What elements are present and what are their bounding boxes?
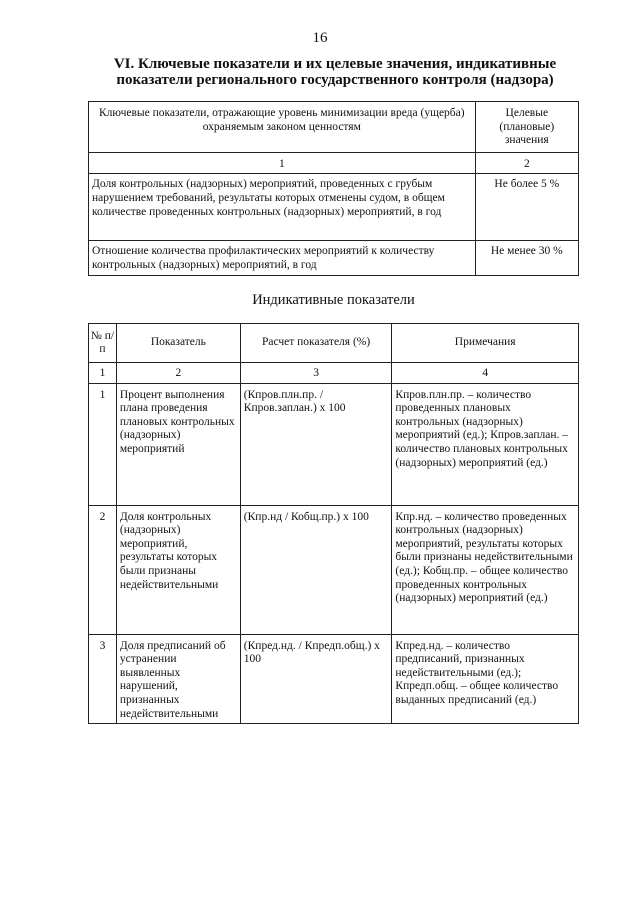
table-row <box>89 634 579 724</box>
header-num: № п/п <box>89 324 117 363</box>
table-row <box>89 383 579 505</box>
row-indicator: Доля предписаний об устранении выявленных нарушений, признанных недействительными <box>116 634 240 724</box>
row-notes: Кпр.нд. – количество проведенных контрольных (надзорных) мероприятий, результаты которых были признаны недействительными (ед.); Кобщ.пр. – общее количество проведенных контрольных (надзорных) мероприятий (ед.) <box>392 505 579 634</box>
row-indicator: Процент выполнения плана проведения плановых контрольных (надзорных) мероприятий <box>116 383 240 505</box>
indicative-indicators-table <box>88 323 579 724</box>
table-row <box>89 241 579 276</box>
colnum-3: 3 <box>240 363 392 384</box>
indicative-title: Индикативные показатели <box>252 292 415 308</box>
row-num: 3 <box>89 634 117 724</box>
indicative-table-column-numbers <box>89 363 579 384</box>
row-notes: Кпров.плн.пр. – количество проведенных плановых контрольных (надзорных) мероприятий (ед.); Кпров.заплан. – количество плановых контрольных (надзорных) мероприятий (ед.) <box>392 383 579 505</box>
header-indicator: Показатель <box>116 324 240 363</box>
key-table-colnum-2: 2 <box>475 152 578 174</box>
table-row <box>89 174 579 241</box>
key-indicator-target: Не более 5 % <box>475 174 578 241</box>
section-title-line-2: показатели регионального государственного контроля (надзора) <box>116 72 554 88</box>
key-table-column-numbers <box>89 152 579 174</box>
key-indicator-text: Отношение количества профилактических мероприятий к количеству контрольных (надзорных) мероприятий, в год <box>89 241 476 276</box>
colnum-2: 2 <box>116 363 240 384</box>
key-table-header-target: Целевые (плановые) значения <box>475 102 578 153</box>
row-num: 2 <box>89 505 117 634</box>
colnum-1: 1 <box>89 363 117 384</box>
section-title-line-1: VI. Ключевые показатели и их целевые значения, индикативные <box>113 56 557 72</box>
key-table-colnum-1: 1 <box>89 152 476 174</box>
key-indicator-target: Не менее 30 % <box>475 241 578 276</box>
key-table-header-indicator: Ключевые показатели, отражающие уровень минимизации вреда (ущерба) охраняемым законом ценностям <box>89 102 476 153</box>
indicative-table-header-row <box>89 324 579 363</box>
key-table-header-row <box>89 102 579 153</box>
page-number: 16 <box>312 30 328 46</box>
row-calc: (Кпред.нд. / Кпредп.общ.) х 100 <box>240 634 392 724</box>
row-calc: (Кпров.плн.пр. / Кпров.заплан.) х 100 <box>240 383 392 505</box>
row-notes: Кпред.нд. – количество предписаний, признанных недействительными (ед.); Кпредп.общ. – общее количество выданных предписаний (ед.) <box>392 634 579 724</box>
row-num: 1 <box>89 383 117 505</box>
header-notes: Примечания <box>392 324 579 363</box>
key-indicators-table <box>88 101 579 276</box>
row-calc: (Кпр.нд / Кобщ.пр.) х 100 <box>240 505 392 634</box>
key-indicator-text: Доля контрольных (надзорных) мероприятий, проведенных с грубым нарушением требований, результаты которых отменены судом, в общем количестве проведенных контрольных (надзорных) мероприятий, в год <box>89 174 476 241</box>
colnum-4: 4 <box>392 363 579 384</box>
header-calc: Расчет показателя (%) <box>240 324 392 363</box>
row-indicator: Доля контрольных (надзорных) мероприятий, результаты которых были признаны недействительными <box>116 505 240 634</box>
table-row <box>89 505 579 634</box>
section-title <box>90 56 580 88</box>
